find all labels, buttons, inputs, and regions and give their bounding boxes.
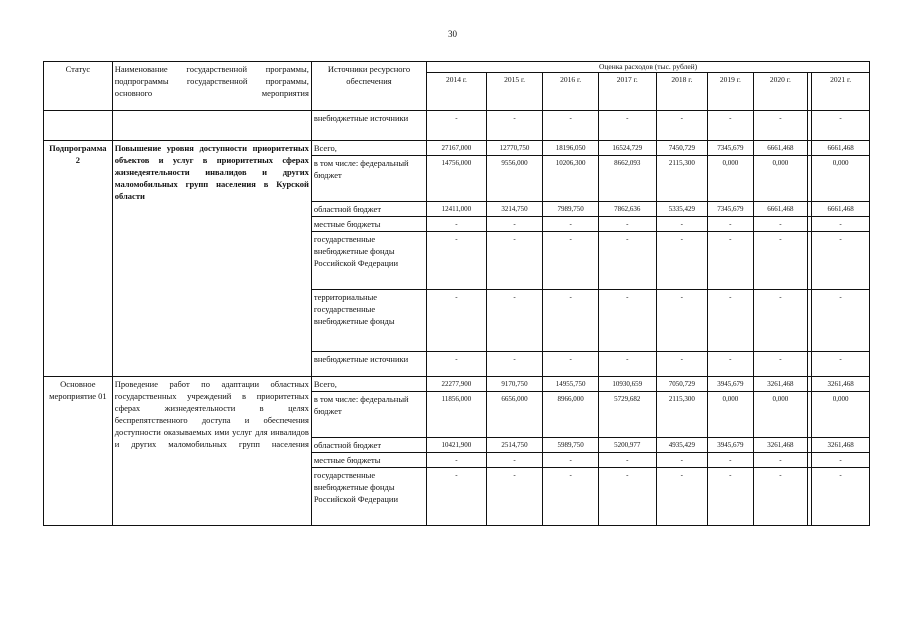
value-cell: - — [812, 352, 870, 377]
value-cell: - — [753, 453, 808, 468]
value-cell: - — [708, 111, 753, 141]
value-cell: - — [543, 453, 599, 468]
value-cell: - — [753, 290, 808, 352]
value-cell: - — [656, 453, 708, 468]
source-cell: территориальные государственные внебюджетные фонды — [311, 290, 426, 352]
value-cell: - — [486, 453, 543, 468]
value-cell: - — [812, 217, 870, 232]
value-cell: - — [656, 111, 708, 141]
header-year: 2017 г. — [598, 73, 656, 111]
value-cell: - — [598, 352, 656, 377]
header-estimate: Оценка расходов (тыс. рублей) — [427, 62, 870, 73]
table-row — [44, 111, 870, 141]
value-cell: - — [598, 111, 656, 141]
value-cell: - — [427, 232, 487, 290]
source-cell: областной бюджет — [311, 438, 426, 453]
header-year: 2018 г. — [656, 73, 708, 111]
value-cell: 3261,468 — [812, 377, 870, 392]
value-cell: 9170,750 — [486, 377, 543, 392]
value-cell: - — [543, 468, 599, 526]
value-cell: - — [812, 232, 870, 290]
value-cell: 0,000 — [753, 156, 808, 202]
value-cell: 27167,000 — [427, 141, 487, 156]
value-cell: 5200,977 — [598, 438, 656, 453]
value-cell: - — [427, 217, 487, 232]
value-cell: 0,000 — [753, 392, 808, 438]
value-cell: 0,000 — [708, 156, 753, 202]
value-cell: - — [427, 111, 487, 141]
value-cell: 6661,468 — [812, 141, 870, 156]
value-cell: - — [656, 290, 708, 352]
name-cell — [112, 111, 311, 141]
value-cell: - — [708, 468, 753, 526]
value-cell: - — [486, 217, 543, 232]
value-cell: - — [427, 468, 487, 526]
value-cell: - — [812, 468, 870, 526]
value-cell: 18196,050 — [543, 141, 599, 156]
budget-table — [43, 61, 870, 526]
value-cell: - — [427, 290, 487, 352]
table-row — [44, 377, 870, 392]
value-cell: 6661,468 — [753, 141, 808, 156]
value-cell: 5989,750 — [543, 438, 599, 453]
value-cell: 6661,468 — [812, 202, 870, 217]
value-cell: - — [708, 217, 753, 232]
header-year: 2014 г. — [427, 73, 487, 111]
value-cell: - — [598, 232, 656, 290]
value-cell: 14955,750 — [543, 377, 599, 392]
value-cell: - — [753, 352, 808, 377]
value-cell: - — [656, 217, 708, 232]
source-cell: местные бюджеты — [311, 453, 426, 468]
source-cell: государственные внебюджетные фонды Российской Федерации — [311, 232, 426, 290]
source-cell: областной бюджет — [311, 202, 426, 217]
value-cell: 12770,750 — [486, 141, 543, 156]
value-cell: - — [708, 352, 753, 377]
page-number: 30 — [448, 29, 457, 39]
value-cell: 6661,468 — [753, 202, 808, 217]
value-cell: 2115,300 — [656, 392, 708, 438]
value-cell: - — [543, 232, 599, 290]
value-cell: - — [708, 290, 753, 352]
header-year: 2019 г. — [708, 73, 753, 111]
value-cell: 3214,750 — [486, 202, 543, 217]
header-year: 2020 г. — [753, 73, 808, 111]
value-cell: 3261,468 — [753, 377, 808, 392]
table-row — [44, 141, 870, 156]
value-cell: - — [598, 453, 656, 468]
value-cell: 3261,468 — [812, 438, 870, 453]
value-cell: 10930,659 — [598, 377, 656, 392]
value-cell: 10421,900 — [427, 438, 487, 453]
value-cell: 7050,729 — [656, 377, 708, 392]
value-cell: - — [427, 453, 487, 468]
value-cell: 7450,729 — [656, 141, 708, 156]
header-name: Наименование государственной программы, подпрограммы государственной программы, основного мероприятия — [112, 62, 311, 111]
value-cell: - — [812, 290, 870, 352]
source-cell: внебюджетные источники — [311, 111, 426, 141]
source-cell: в том числе: федеральный бюджет — [311, 392, 426, 438]
source-cell: Всего, — [311, 377, 426, 392]
value-cell: 4935,429 — [656, 438, 708, 453]
value-cell: 7862,636 — [598, 202, 656, 217]
value-cell: 3945,679 — [708, 438, 753, 453]
status-cell — [44, 111, 113, 141]
value-cell: 3945,679 — [708, 377, 753, 392]
header-year: 2016 г. — [543, 73, 599, 111]
value-cell: - — [708, 453, 753, 468]
value-cell: - — [598, 217, 656, 232]
value-cell: - — [753, 111, 808, 141]
value-cell: - — [543, 217, 599, 232]
value-cell: - — [812, 453, 870, 468]
value-cell: 6656,000 — [486, 392, 543, 438]
source-cell: местные бюджеты — [311, 217, 426, 232]
value-cell: - — [427, 352, 487, 377]
value-cell: 11856,000 — [427, 392, 487, 438]
name-cell: Повышение уровня доступности приоритетных объектов и услуг в приоритетных сферах жизнедеятельности инвалидов и других маломобильных групп населения в Курской области — [112, 141, 311, 377]
value-cell: 2514,750 — [486, 438, 543, 453]
value-cell: 22277,900 — [427, 377, 487, 392]
value-cell: - — [486, 111, 543, 141]
name-cell: Проведение работ по адаптации областных государственных учреждений в приоритетных сферах жизнедеятельности в целях беспрепятственного доступа и обеспечения доступности оказываемых ими услуг для инвалидов и других маломобильных групп населения — [112, 377, 311, 526]
value-cell: 0,000 — [812, 156, 870, 202]
value-cell: - — [812, 111, 870, 141]
value-cell: - — [543, 111, 599, 141]
value-cell: - — [486, 468, 543, 526]
source-cell: государственные внебюджетные фонды Российской Федерации — [311, 468, 426, 526]
value-cell: 7345,679 — [708, 202, 753, 217]
value-cell: - — [486, 352, 543, 377]
value-cell: - — [656, 352, 708, 377]
value-cell: 2115,300 — [656, 156, 708, 202]
value-cell: - — [598, 468, 656, 526]
value-cell: 8662,093 — [598, 156, 656, 202]
value-cell: - — [598, 290, 656, 352]
value-cell: - — [486, 290, 543, 352]
value-cell: - — [753, 232, 808, 290]
value-cell: 10206,300 — [543, 156, 599, 202]
value-cell: - — [708, 232, 753, 290]
value-cell: 16524,729 — [598, 141, 656, 156]
value-cell: - — [543, 290, 599, 352]
header-year: 2015 г. — [486, 73, 543, 111]
value-cell: 7989,750 — [543, 202, 599, 217]
value-cell: 5729,682 — [598, 392, 656, 438]
value-cell: 9556,000 — [486, 156, 543, 202]
value-cell: 8966,000 — [543, 392, 599, 438]
value-cell: 0,000 — [708, 392, 753, 438]
value-cell: - — [656, 232, 708, 290]
value-cell: 3261,468 — [753, 438, 808, 453]
value-cell: - — [486, 232, 543, 290]
value-cell: 7345,679 — [708, 141, 753, 156]
status-cell: Подпрограмма 2 — [44, 141, 113, 377]
value-cell: - — [753, 217, 808, 232]
source-cell: Всего, — [311, 141, 426, 156]
value-cell: 0,000 — [812, 392, 870, 438]
value-cell: - — [543, 352, 599, 377]
value-cell: - — [753, 468, 808, 526]
value-cell: 14756,000 — [427, 156, 487, 202]
source-cell: внебюджетные источники — [311, 352, 426, 377]
source-cell: в том числе: федеральный бюджет — [311, 156, 426, 202]
status-cell: Основное мероприятие 01 — [44, 377, 113, 526]
header-sources: Источники ресурсного обеспечения — [311, 62, 426, 111]
value-cell: 5335,429 — [656, 202, 708, 217]
header-status: Статус — [44, 62, 113, 111]
value-cell: 12411,000 — [427, 202, 487, 217]
value-cell: - — [656, 468, 708, 526]
table-body — [44, 111, 870, 526]
header-year: 2021 г. — [812, 73, 870, 111]
